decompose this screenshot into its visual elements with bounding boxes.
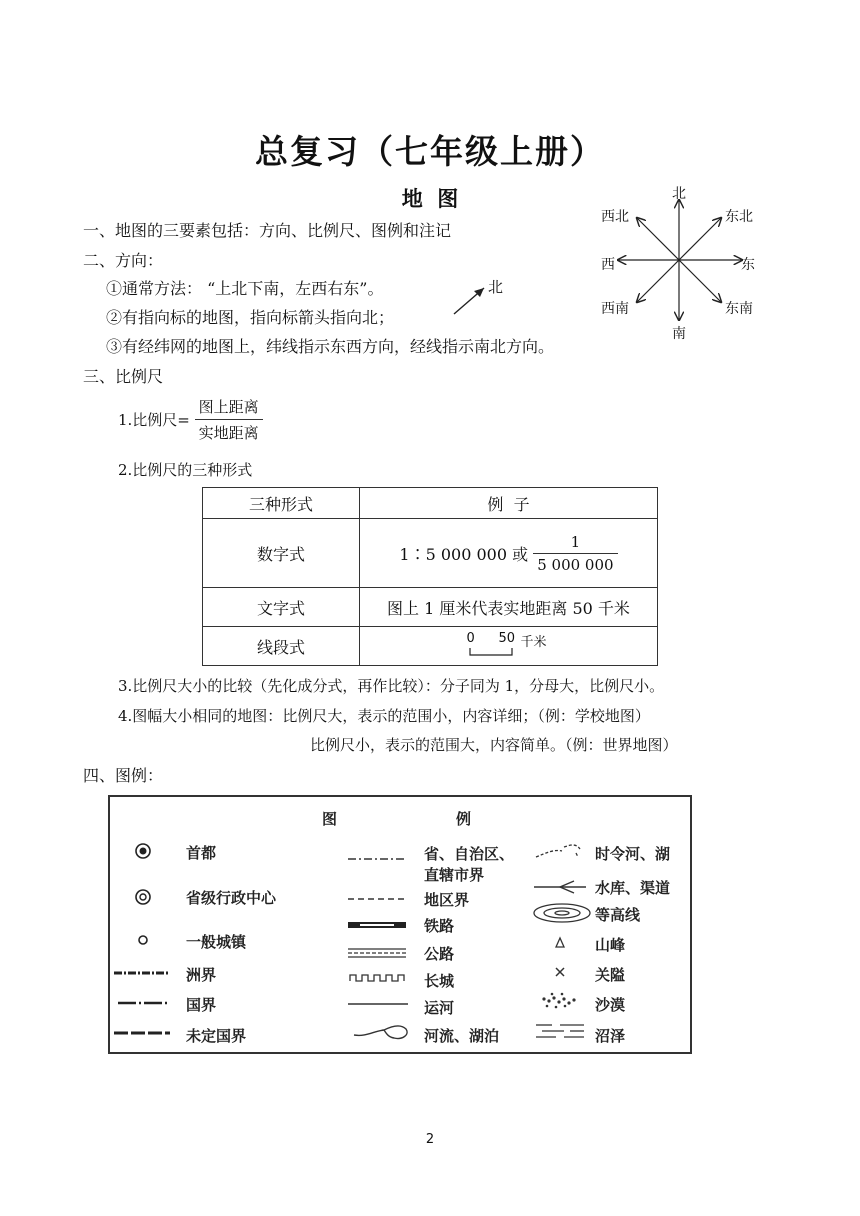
legend-label-reservoir-canal: 水库、渠道 xyxy=(595,879,671,897)
linear-scale-bar xyxy=(469,647,519,657)
table-value-verbal: 图上 1 厘米代表实地距离 50 千米 xyxy=(360,588,658,627)
section-title: 地 图 xyxy=(401,187,459,211)
legend-label-town: 一般城镇 xyxy=(186,933,247,951)
legend-title-right: 例 xyxy=(456,810,472,828)
scale-formula xyxy=(118,396,263,443)
same-size-text-2: 比例尺小，表示的范围大，内容简单。（例：世界地图） xyxy=(310,736,678,754)
pass-icon xyxy=(556,968,564,976)
table-label-verbal: 文字式 xyxy=(203,588,360,627)
legend-label-great-wall: 长城 xyxy=(424,972,455,990)
legend-label-swamp: 沼泽 xyxy=(595,1027,626,1045)
compass-southwest-label: 西南 xyxy=(601,301,629,317)
scale-formula-numerator: 图上距离 xyxy=(195,396,263,420)
compass-arrow-ne xyxy=(679,218,721,260)
page-number: 2 xyxy=(425,1132,435,1147)
legend-label-seasonal-river: 时令河、湖 xyxy=(595,845,671,863)
legend-label-national-boundary: 国界 xyxy=(186,996,217,1014)
compass-arrow-sw xyxy=(637,260,679,302)
table-header-forms: 三种形式 xyxy=(203,488,360,519)
same-size-text-1: 4.图幅大小相同的地图：比例尺大，表示的范围小，内容详细；（例：学校地图） xyxy=(118,707,650,725)
table-label-linear: 线段式 xyxy=(203,627,360,666)
compass-southeast-label: 东南 xyxy=(725,301,753,317)
legend-label-undetermined-boundary: 未定国界 xyxy=(186,1027,247,1045)
legend-label-contour: 等高线 xyxy=(595,906,641,924)
scale-formula-denominator: 实地距离 xyxy=(198,424,259,442)
table-header-example: 例 子 xyxy=(360,488,658,519)
scale-formula-prefix: 1.比例尺= xyxy=(118,411,190,429)
scale-forms-table xyxy=(202,487,658,666)
legend-label-desert: 沙漠 xyxy=(595,996,626,1014)
linear-scale-zero: 0 xyxy=(466,631,475,646)
compass-arrow-se xyxy=(679,260,721,302)
river-lake-icon xyxy=(354,1026,407,1039)
linear-scale-fifty: 50 xyxy=(498,631,516,646)
legend-label-provincial-boundary-1: 省、自治区、 xyxy=(424,845,515,863)
table-value-numeric xyxy=(360,519,658,588)
scale-formula-fraction xyxy=(195,396,263,443)
legend-label-district-boundary: 地区界 xyxy=(424,891,470,909)
legend-title-left: 图 xyxy=(322,810,338,828)
great-wall-icon xyxy=(350,975,404,981)
provincial-center-icon xyxy=(136,890,150,904)
page-title: 总复习（七年级上册） xyxy=(255,132,605,171)
peak-icon xyxy=(556,938,564,947)
compass-east-label: 东 xyxy=(741,257,755,273)
north-arrow-icon xyxy=(450,282,490,318)
compass-north-label: 北 xyxy=(672,186,686,202)
desert-icon xyxy=(542,993,575,1009)
legend-label-capital: 首都 xyxy=(186,844,217,862)
scale-forms-heading: 2.比例尺的三种形式 xyxy=(118,461,253,479)
town-icon xyxy=(139,936,147,944)
north-arrow-label: 北 xyxy=(488,278,504,296)
compass-south-label: 南 xyxy=(672,326,686,342)
section-one-text: 一、地图的三要素包括：方向、比例尺、图例和注记 xyxy=(83,221,452,240)
numeric-scale-text: 1∶5 000 000 或 xyxy=(399,544,529,564)
section-two-heading: 二、方向： xyxy=(83,251,164,270)
scale-compare-text: 3.比例尺大小的比较（先化成分式，再作比较）：分子同为 1，分母大，比例尺小。 xyxy=(118,677,665,695)
section-three-heading: 三、比例尺 xyxy=(83,367,164,386)
contour-icon xyxy=(534,904,590,922)
capital-icon xyxy=(136,844,150,858)
seasonal-river-icon xyxy=(536,845,580,857)
highway-icon xyxy=(348,949,406,957)
swamp-icon xyxy=(536,1025,584,1037)
compass-northeast-label: 东北 xyxy=(725,209,753,225)
reservoir-canal-icon xyxy=(534,881,586,893)
direction-item-2: ②有指向标的地图，指向标箭头指向北； xyxy=(106,308,395,327)
table-value-linear xyxy=(360,627,658,666)
legend-label-continental-boundary: 洲界 xyxy=(186,966,217,984)
legend-label-river-lake: 河流、湖泊 xyxy=(424,1027,500,1045)
compass-northwest-label: 西北 xyxy=(601,209,629,225)
legend-label-pass: 关隘 xyxy=(595,966,626,984)
direction-item-1: ①通常方法： “上北下南，左西右东”。 xyxy=(106,279,384,298)
legend-label-railway: 铁路 xyxy=(424,917,455,935)
numeric-scale-fraction xyxy=(533,533,617,574)
compass-west-label: 西 xyxy=(601,257,615,273)
linear-scale-unit: 千米 xyxy=(520,635,547,650)
compass-arrow-nw xyxy=(637,218,679,260)
legend-label-provincial-center: 省级行政中心 xyxy=(186,889,277,907)
railway-icon xyxy=(348,922,406,928)
legend-label-peak: 山峰 xyxy=(595,936,626,954)
section-four-heading: 四、图例： xyxy=(83,766,164,785)
legend-label-canal: 运河 xyxy=(424,999,455,1017)
direction-item-3: ③有经纬网的地图上，纬线指示东西方向，经线指示南北方向。 xyxy=(106,337,555,356)
legend-label-highway: 公路 xyxy=(424,945,455,963)
numeric-scale-denominator: 5 000 000 xyxy=(537,555,614,574)
table-label-numeric: 数字式 xyxy=(203,519,360,588)
numeric-scale-numerator: 1 xyxy=(533,533,617,554)
legend-label-provincial-boundary-2: 直辖市界 xyxy=(424,866,485,884)
